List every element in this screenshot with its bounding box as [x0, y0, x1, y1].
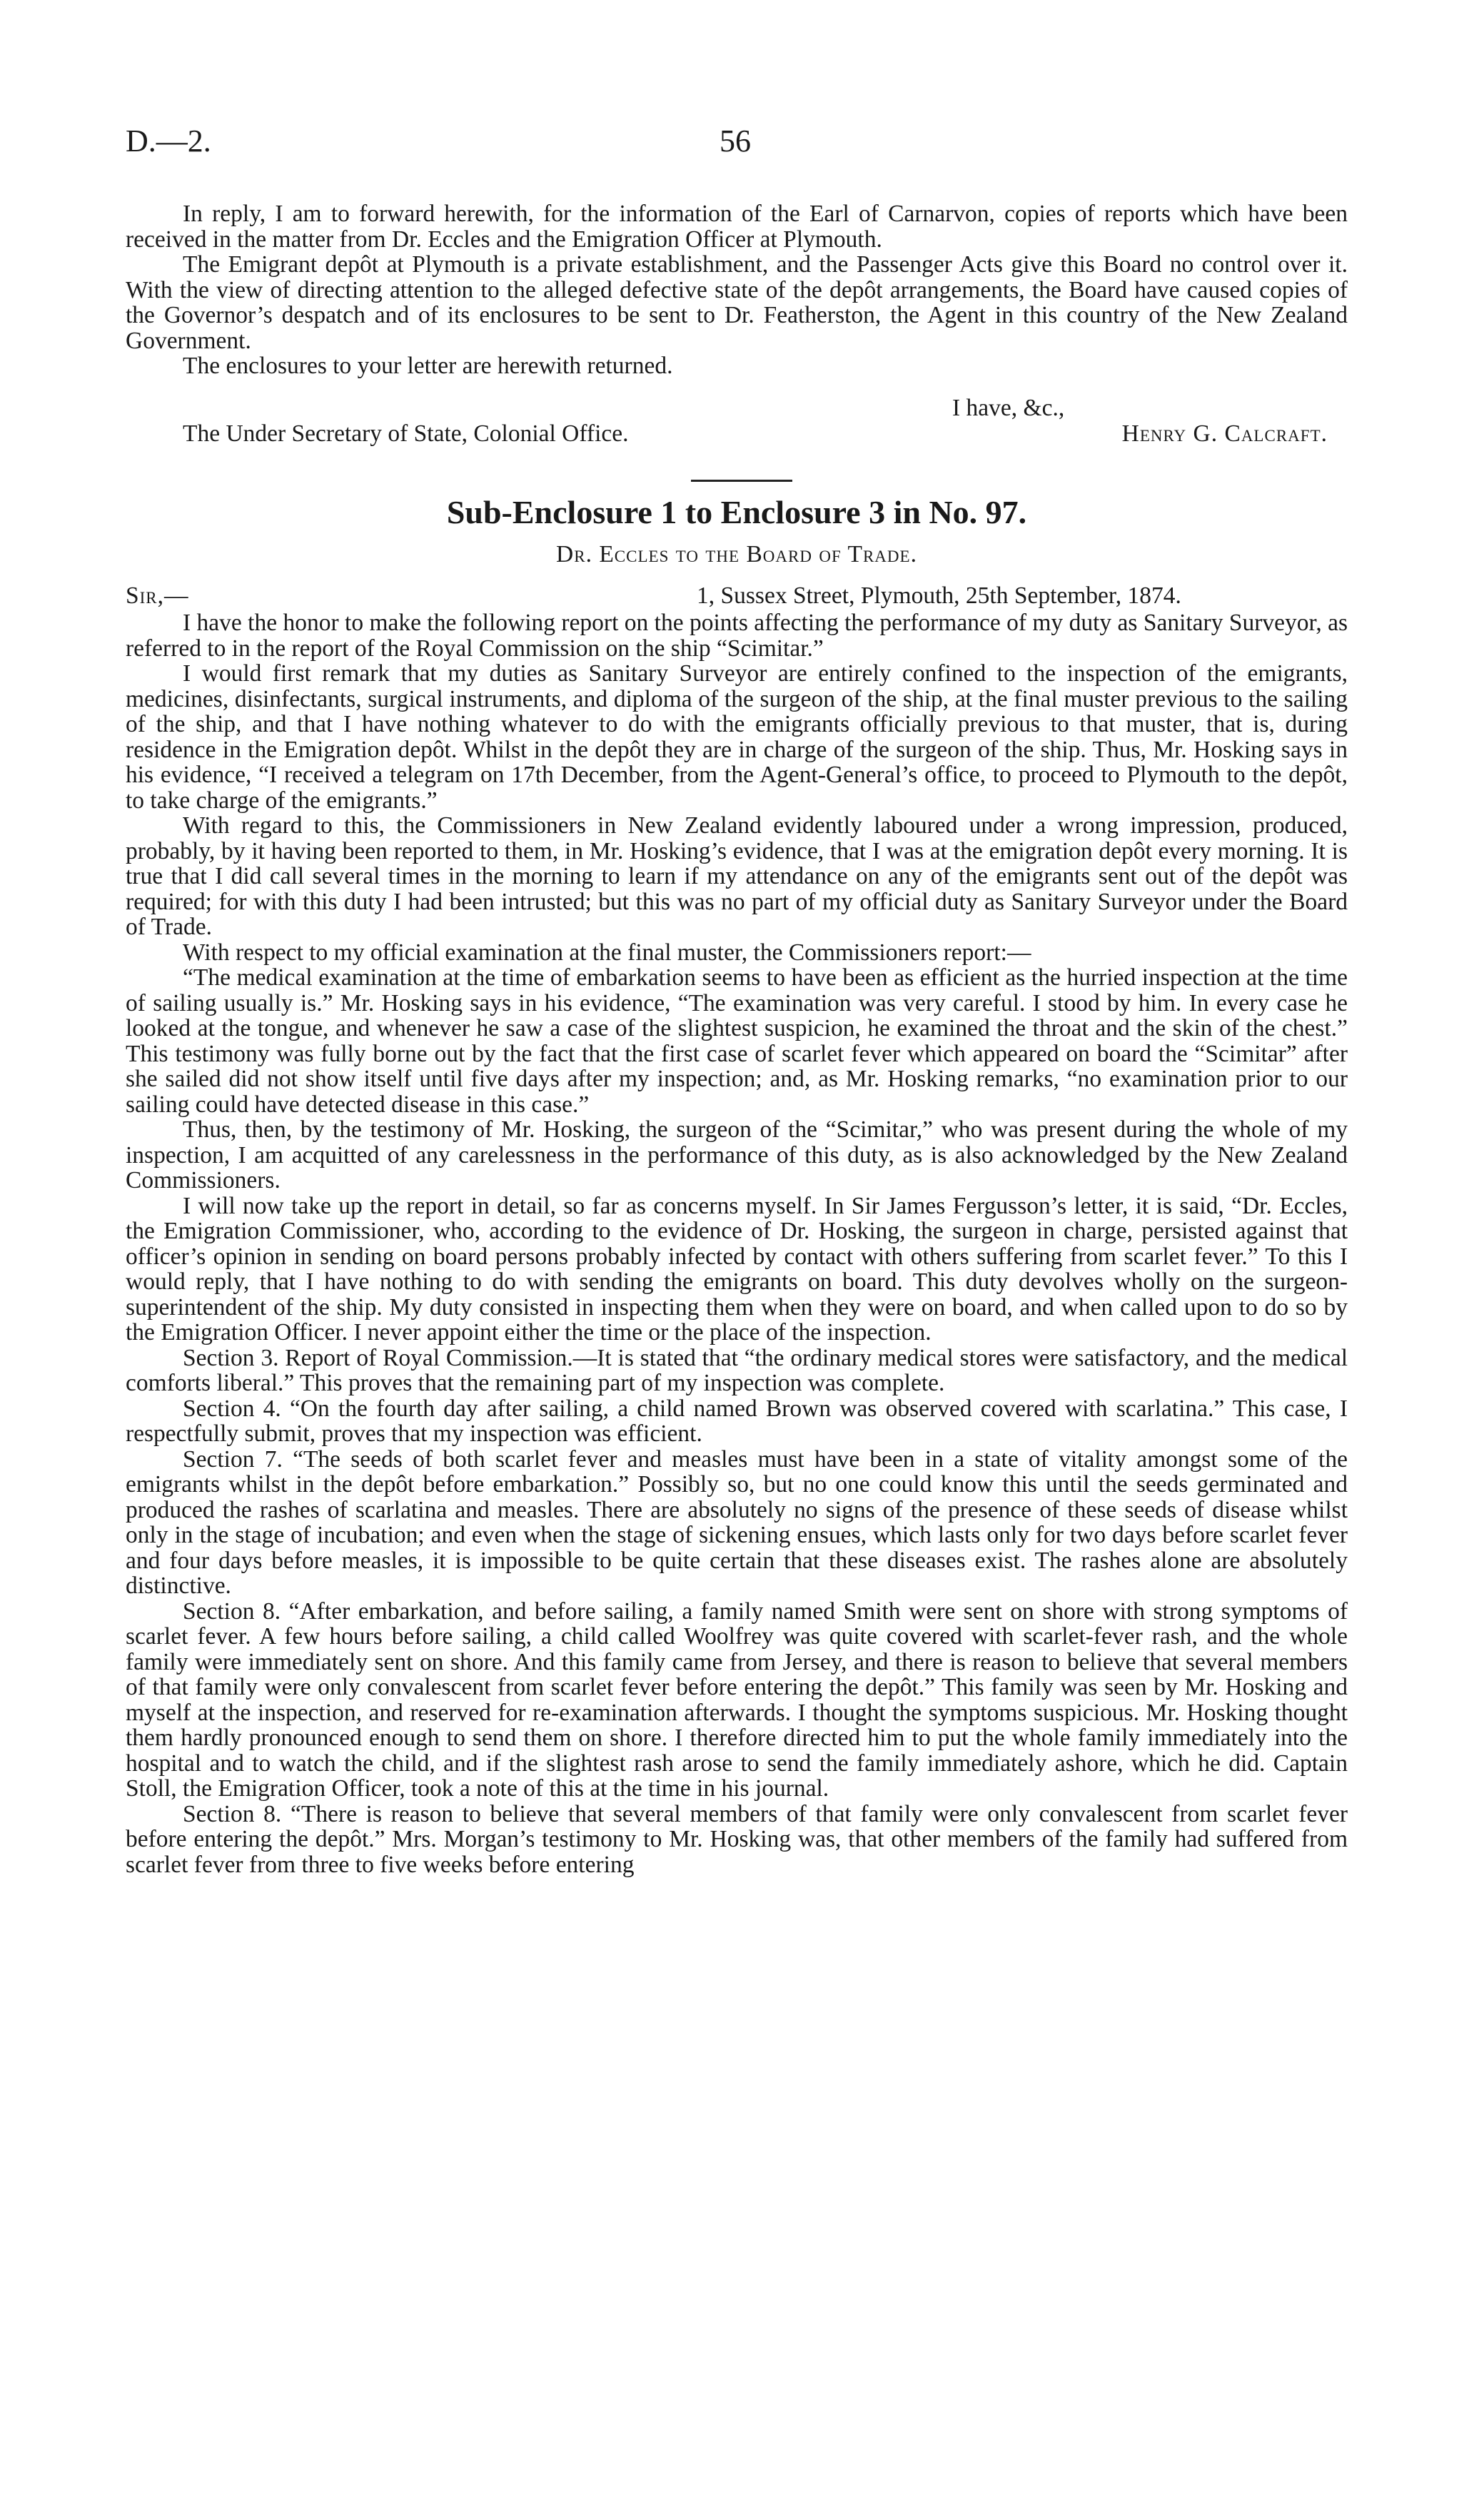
paragraph: With regard to this, the Commissioners in New Zealand evidently laboured under a wrong impression, produced, probably, by it having been reported to them, in Mr. Hosking’s evidence, that I was at the emigration depôt every morning. It is true that I did call several times in the morning to learn if my attendance on any of the emigrants sent out of the depôt was required; for with this duty I had been intrusted; but this was no part of my official duty as Sanitary Surveyor under the Board of Trade.: [126, 812, 1348, 940]
address-date: 1, Sussex Street, Plymouth, 25th September, 1874.: [697, 582, 1181, 609]
addressee: The Under Secretary of State, Colonial Office.: [183, 420, 629, 447]
paragraph: With respect to my official examination at the final muster, the Commissioners report:—: [183, 939, 1031, 966]
section-divider: [691, 480, 792, 482]
paragraph: I have the honor to make the following report on the points affecting the performance of my duty as Sanitary Surveyor, as referred to in the report of the Royal Commission on the ship “Scimitar.”: [126, 610, 1348, 662]
paragraph: The Emigrant depôt at Plymouth is a private establishment, and the Passenger Acts give this Board no control over it. With the view of directing attention to the alleged defective state of the depôt arrangements, the Board have caused copies of the Governor’s despatch and of its enclosures to be sent to Dr. Featherston, the Agent in this country of the New Zealand Government.: [126, 251, 1348, 354]
paragraph: In reply, I am to forward herewith, for the information of the Earl of Carnarvon, copies of reports which have been received in the matter from Dr. Eccles and the Emigration Officer at Plymouth.: [126, 201, 1348, 253]
paragraph: Section 3. Report of Royal Commission.—It is stated that “the ordinary medical stores were satisfactory, and the medical comforts liberal.” This proves that the remaining part of my inspection was complete.: [126, 1344, 1348, 1396]
salutation-line: [126, 583, 1348, 610]
closing: I have, &c.,: [952, 395, 1065, 421]
paragraph: Section 8. “There is reason to believe that several members of that family were only convalescent from scarlet fever before entering the depôt.” Mrs. Morgan’s testimony to Mr. Hosking was, that other members of the family had suffered from scarlet fever from three to five weeks before entering: [126, 1800, 1348, 1878]
document-reference: D.—2.: [126, 123, 211, 158]
paragraph: Section 4. “On the fourth day after sailing, a child named Brown was observed covered with scarlatina.” This case, I respectfully submit, proves that my inspection was efficient.: [126, 1395, 1348, 1447]
report-body: [126, 610, 1348, 1877]
signature: Henry G. Calcraft.: [1121, 420, 1328, 447]
intro-letter: [126, 201, 1348, 379]
paragraph: The enclosures to your letter are herewith returned.: [183, 353, 673, 379]
page-number: 56: [720, 123, 751, 158]
signoff: [126, 395, 1348, 447]
paragraph: I would first remark that my duties as Sanitary Surveyor are entirely confined to the inspection of the emigrants, medicines, disinfectants, surgical instruments, and diploma of the surgeon of the ship, at the final muster previous to the sailing of the ship, and that I have nothing whatever to do with the emigrants officially previous to that muster, that is, during residence in the Emigration depôt. Whilst in the depôt they are in charge of the surgeon of the ship. Thus, Mr. Hosking says in his evidence, “I received a telegram on 17th December, from the Agent-General’s office, to proceed to Plymouth to the depôt, to take charge of the emigrants.”: [126, 660, 1348, 814]
enclosure-subheading: Dr. Eccles to the Board of Trade.: [556, 541, 917, 567]
enclosure-heading: Sub-Enclosure 1 to Enclosure 3 in No. 97.: [446, 494, 1027, 530]
paragraph: “The medical examination at the time of embarkation seems to have been as efficient as the hurried inspection at the time of sailing usually is.” Mr. Hosking says in his evidence, “The examination was very careful. I stood by him. In every case he looked at the tongue, and whenever he saw a case of the slightest suspicion, he examined the throat and the skin of the chest.” This testimony was fully borne out by the fact that the first case of scarlet fever which appeared on board the “Scimitar” after she sailed did not show itself until five days after my inspection; and, as Mr. Hosking remarks, “no examination prior to our sailing could have detected disease in this case.”: [126, 964, 1348, 1118]
paragraph: I will now take up the report in detail, so far as concerns myself. In Sir James Fergusson’s letter, it is said, “Dr. Eccles, the Emigration Commissioner, who, according to the evidence of Dr. Hosking, the surgeon in charge, persisted against that officer’s opinion in sending on board persons probably infected by contact with others suffering from scarlet fever.” To this I would reply, that I have nothing to do with sending the emigrants on board. This duty devolves wholly on the surgeon-superintendent of the ship. My duty consisted in inspecting them when they were on board, and when called upon to do so by the Emigration Officer. I never appoint either the time or the place of the inspection.: [126, 1192, 1348, 1346]
paragraph: Thus, then, by the testimony of Mr. Hosking, the surgeon of the “Scimitar,” who was present during the whole of my inspection, I am acquitted of any carelessness in the performance of this duty, as is also acknowledged by the New Zealand Commissioners.: [126, 1116, 1348, 1193]
page-header: [126, 123, 1364, 166]
salutation: Sir,—: [126, 582, 189, 609]
paragraph: Section 7. “The seeds of both scarlet fever and measles must have been in a state of vitality amongst some of the emigrants whilst in the depôt before embarkation.” Possibly so, but no one could know this until the seeds germinated and produced the rashes of scarlatina and measles. There are absolutely no signs of the presence of these seeds of disease whilst only in the stage of incubation; and even when the stage of sickening ensues, which lasts only for two days before scarlet fever and four days before measles, it is impossible to be quite certain that these diseases exist. The rashes alone are absolutely distinctive.: [126, 1445, 1348, 1599]
paragraph: Section 8. “After embarkation, and before sailing, a family named Smith were sent on shore with strong symptoms of scarlet fever. A few hours before sailing, a child called Woolfrey was quite covered with scarlet-fever rash, and the whole family were immediately sent on shore. And this family came from Jersey, and there is reason to believe that several members of that family were only convalescent from scarlet fever before entering the depôt.” This family was seen by Mr. Hosking and myself at the inspection, and reserved for re-examination afterwards. I thought the symptoms suspicious. Mr. Hosking thought them hardly pronounced enough to send them on shore. I therefore directed him to put the whole family immediately into the hospital and to watch the child, and if the slightest rash arose to send the family immediately ashore, which he did. Captain Stoll, the Emigration Officer, took a note of this at the time in his journal.: [126, 1597, 1348, 1802]
